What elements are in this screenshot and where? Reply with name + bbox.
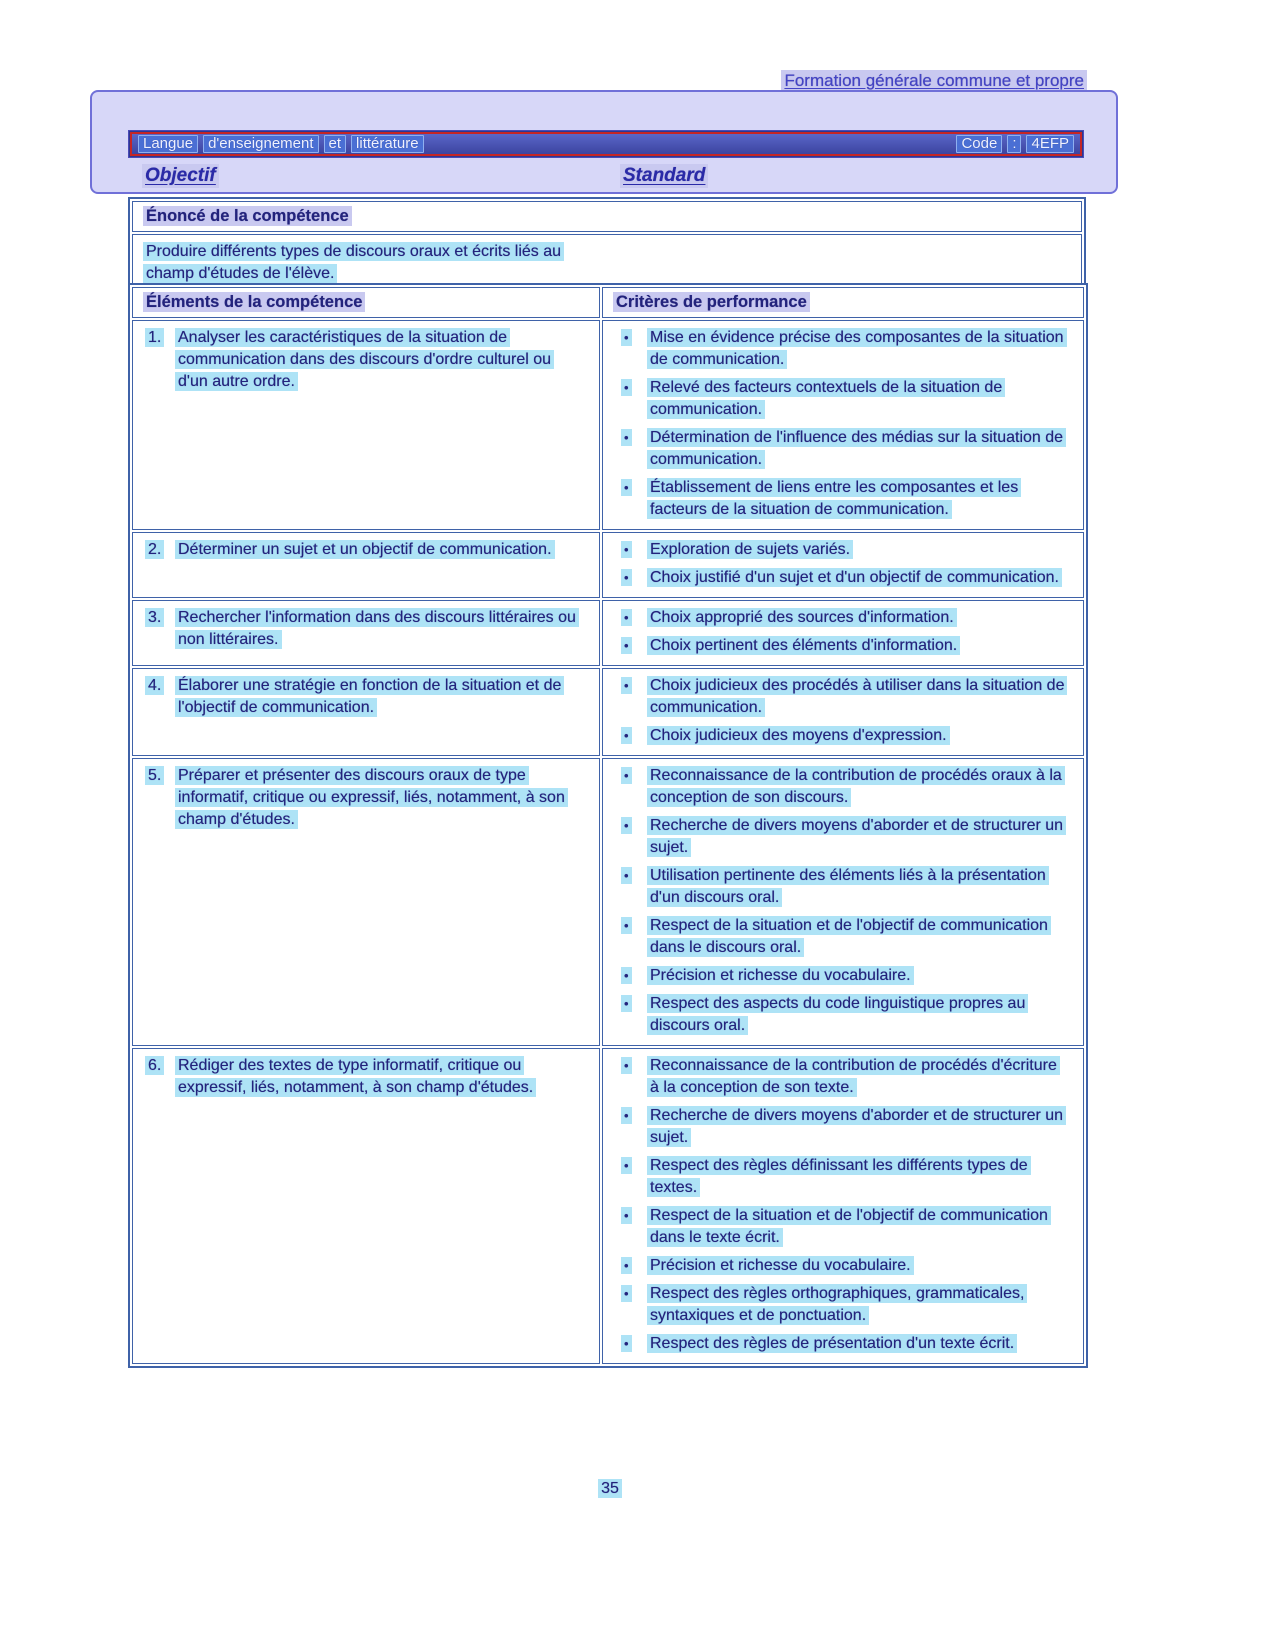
critere-item [621, 1333, 1069, 1355]
discipline-title [138, 135, 429, 153]
critere-text: Exploration de sujets variés. [647, 540, 853, 559]
critere-text: Respect des règles orthographiques, grammaticales, syntaxiques et de ponctuation. [647, 1284, 1027, 1325]
bullet-icon: • [621, 917, 632, 934]
critere-item [621, 965, 1069, 987]
criteres-header-cell [602, 287, 1084, 318]
critere-item [621, 607, 1069, 629]
bullet-icon: • [621, 867, 632, 884]
critere-item [621, 327, 1069, 371]
critere-text-wrap [647, 567, 1065, 589]
critere-item [621, 675, 1069, 719]
page-number [560, 1478, 660, 1500]
element-item [145, 1055, 587, 1099]
criteres-cell [602, 532, 1084, 598]
critere-item [621, 567, 1069, 589]
item-number: 5. [145, 766, 164, 785]
bullet-icon: • [621, 637, 632, 654]
bullet-wrap [621, 915, 647, 959]
critere-text: Choix judicieux des moyens d'expression. [647, 726, 950, 745]
critere-text-wrap [647, 915, 1065, 959]
bullet-wrap [621, 815, 647, 859]
bullet-wrap [621, 327, 647, 371]
critere-item [621, 635, 1069, 657]
competence-row [132, 758, 1084, 1046]
competence-row [132, 600, 1084, 666]
bar-word: : [1007, 135, 1021, 153]
element-item [145, 327, 587, 393]
criteres-cell [602, 1048, 1084, 1364]
bullet-icon: • [621, 967, 632, 984]
item-number: 4. [145, 676, 164, 695]
competence-rows [132, 320, 1084, 1364]
enonce-header-text: Énoncé de la compétence [143, 206, 352, 226]
element-text: Élaborer une stratégie en fonction de la situation et de l'objectif de communication. [175, 676, 564, 717]
enonce-header-cell [132, 201, 1082, 232]
competence-row [132, 1048, 1084, 1364]
bullet-wrap [621, 567, 647, 589]
item-number-wrap [145, 765, 175, 831]
critere-item [621, 915, 1069, 959]
element-text-wrap [175, 607, 583, 651]
enonce-text-wrap [143, 241, 608, 285]
course-code [951, 135, 1074, 153]
elements-header-cell [132, 287, 600, 318]
bullet-wrap [621, 477, 647, 521]
bullet-wrap [621, 675, 647, 719]
element-text-wrap [175, 765, 583, 831]
element-item [145, 765, 587, 831]
running-header [781, 70, 1087, 92]
bullet-wrap [621, 725, 647, 747]
bullet-icon: • [621, 429, 632, 446]
bullet-icon: • [621, 995, 632, 1012]
bullet-wrap [621, 1055, 647, 1099]
element-item [145, 539, 587, 561]
element-text-wrap [175, 539, 583, 561]
critere-text-wrap [647, 725, 1065, 747]
bullet-wrap [621, 1205, 647, 1249]
bullet-icon: • [621, 379, 632, 396]
bullet-wrap [621, 965, 647, 987]
page-number-text: 35 [598, 1479, 622, 1498]
standard-heading: Standard [620, 164, 708, 188]
bullet-wrap [621, 377, 647, 421]
bullet-wrap [621, 539, 647, 561]
element-text: Rédiger des textes de type informatif, critique ou expressif, liés, notamment, à son champ d'études. [175, 1056, 536, 1097]
critere-text: Respect des règles de présentation d'un texte écrit. [647, 1334, 1017, 1353]
critere-text: Respect de la situation et de l'objectif de communication dans le texte écrit. [647, 1206, 1051, 1247]
enonce-header-row [132, 201, 1082, 232]
element-item [145, 675, 587, 719]
critere-item [621, 765, 1069, 809]
element-cell [132, 758, 600, 1046]
criteres-header-text: Critères de performance [613, 292, 810, 312]
element-text: Analyser les caractéristiques de la situation de communication dans des discours d'ordre culturel ou d'un autre ordre. [175, 328, 554, 391]
bar-word: et [324, 135, 347, 153]
element-cell [132, 320, 600, 530]
critere-text: Mise en évidence précise des composantes de la situation de communication. [647, 328, 1067, 369]
item-number-wrap [145, 1055, 175, 1099]
title-banner [90, 90, 1118, 194]
critere-text: Choix justifié d'un sujet et d'un objectif de communication. [647, 568, 1062, 587]
element-cell [132, 532, 600, 598]
critere-text-wrap [647, 477, 1065, 521]
criteres-cell [602, 668, 1084, 756]
critere-text-wrap [647, 607, 1065, 629]
critere-item [621, 1255, 1069, 1277]
bullet-icon: • [621, 479, 632, 496]
critere-text: Recherche de divers moyens d'aborder et de structurer un sujet. [647, 816, 1066, 857]
element-cell [132, 600, 600, 666]
elements-header-text: Éléments de la compétence [143, 292, 365, 312]
critere-item [621, 427, 1069, 471]
competence-table-head [132, 287, 1084, 318]
critere-item [621, 477, 1069, 521]
critere-item [621, 865, 1069, 909]
bullet-icon: • [621, 1257, 632, 1274]
bullet-wrap [621, 765, 647, 809]
item-number: 6. [145, 1056, 164, 1075]
bar-word: Langue [138, 135, 198, 153]
critere-text: Choix approprié des sources d'information. [647, 608, 957, 627]
critere-item [621, 1283, 1069, 1327]
critere-text: Respect de la situation et de l'objectif de communication dans le discours oral. [647, 916, 1051, 957]
bullet-icon: • [621, 329, 632, 346]
critere-text: Respect des règles définissant les différents types de textes. [647, 1156, 1031, 1197]
critere-text-wrap [647, 1283, 1065, 1327]
item-number-wrap [145, 607, 175, 651]
critere-text-wrap [647, 965, 1065, 987]
bullet-wrap [621, 1105, 647, 1149]
competence-row [132, 320, 1084, 530]
critere-text: Recherche de divers moyens d'aborder et de structurer un sujet. [647, 1106, 1066, 1147]
bar-word: 4EFP [1026, 135, 1074, 153]
bullet-wrap [621, 427, 647, 471]
competence-row [132, 532, 1084, 598]
item-number-wrap [145, 675, 175, 719]
bullet-wrap [621, 1155, 647, 1199]
critere-item [621, 1205, 1069, 1249]
critere-item [621, 1105, 1069, 1149]
objectif-heading: Objectif [142, 164, 219, 188]
critere-text-wrap [647, 675, 1065, 719]
critere-item [621, 993, 1069, 1037]
bullet-wrap [621, 1333, 647, 1355]
criteres-cell [602, 320, 1084, 530]
critere-text-wrap [647, 1105, 1065, 1149]
item-number: 1. [145, 328, 164, 347]
critere-text-wrap [647, 327, 1065, 371]
criteres-cell [602, 758, 1084, 1046]
critere-text-wrap [647, 427, 1065, 471]
critere-text-wrap [647, 865, 1065, 909]
critere-item [621, 377, 1069, 421]
element-item [145, 607, 587, 651]
bullet-icon: • [621, 1057, 632, 1074]
bullet-icon: • [621, 609, 632, 626]
bar-word: d'enseignement [203, 135, 318, 153]
critere-text-wrap [647, 993, 1065, 1037]
competence-table-wrap [128, 283, 1088, 1368]
enonce-text: Produire différents types de discours oraux et écrits liés au champ d'études de l'élève. [143, 242, 564, 283]
critere-text: Détermination de l'influence des médias sur la situation de communication. [647, 428, 1066, 469]
critere-text-wrap [647, 1255, 1065, 1277]
bullet-icon: • [621, 677, 632, 694]
critere-text-wrap [647, 1333, 1065, 1355]
critere-text: Choix judicieux des procédés à utiliser dans la situation de communication. [647, 676, 1067, 717]
element-text-wrap [175, 327, 583, 393]
element-text: Déterminer un sujet et un objectif de communication. [175, 540, 555, 559]
critere-item [621, 725, 1069, 747]
bullet-wrap [621, 865, 647, 909]
item-number: 2. [145, 540, 164, 559]
critere-text: Utilisation pertinente des éléments liés à la présentation d'un discours oral. [647, 866, 1049, 907]
bullet-wrap [621, 1255, 647, 1277]
competence-table [128, 283, 1088, 1368]
critere-text-wrap [647, 635, 1065, 657]
bullet-icon: • [621, 1107, 632, 1124]
critere-text: Relevé des facteurs contextuels de la situation de communication. [647, 378, 1005, 419]
bullet-icon: • [621, 569, 632, 586]
bar-word: littérature [351, 135, 424, 153]
column-header-row [132, 287, 1084, 318]
critere-text-wrap [647, 815, 1065, 859]
criteres-cell [602, 600, 1084, 666]
critere-item [621, 539, 1069, 561]
bullet-wrap [621, 607, 647, 629]
bar-word: Code [956, 135, 1002, 153]
bullet-icon: • [621, 817, 632, 834]
critere-text-wrap [647, 1055, 1065, 1099]
critere-text: Choix pertinent des éléments d'information. [647, 636, 960, 655]
critere-text: Reconnaissance de la contribution de procédés oraux à la conception de son discours. [647, 766, 1065, 807]
bullet-wrap [621, 1283, 647, 1327]
bullet-icon: • [621, 1157, 632, 1174]
bullet-icon: • [621, 1207, 632, 1224]
critere-text-wrap [647, 539, 1065, 561]
critere-text: Reconnaissance de la contribution de procédés d'écriture à la conception de son texte. [647, 1056, 1060, 1097]
critere-item [621, 815, 1069, 859]
element-text-wrap [175, 1055, 583, 1099]
bullet-wrap [621, 993, 647, 1037]
critere-item [621, 1055, 1069, 1099]
bullet-icon: • [621, 1335, 632, 1352]
critere-text-wrap [647, 1155, 1065, 1199]
critere-text: Respect des aspects du code linguistique propres au discours oral. [647, 994, 1028, 1035]
element-text: Préparer et présenter des discours oraux de type informatif, critique ou expressif, liés, notamment, à son champ d'études. [175, 766, 568, 829]
element-cell [132, 1048, 600, 1364]
item-number: 3. [145, 608, 164, 627]
item-number-wrap [145, 539, 175, 561]
bullet-icon: • [621, 727, 632, 744]
running-header-text: Formation générale commune et propre [781, 70, 1087, 91]
critere-text-wrap [647, 765, 1065, 809]
critere-text: Établissement de liens entre les composantes et les facteurs de la situation de communication. [647, 478, 1021, 519]
element-text-wrap [175, 675, 583, 719]
bullet-wrap [621, 635, 647, 657]
item-number-wrap [145, 327, 175, 393]
critere-item [621, 1155, 1069, 1199]
discipline-bar [128, 130, 1084, 158]
critere-text-wrap [647, 1205, 1065, 1249]
critere-text: Précision et richesse du vocabulaire. [647, 1256, 914, 1275]
bullet-icon: • [621, 541, 632, 558]
element-cell [132, 668, 600, 756]
critere-text: Précision et richesse du vocabulaire. [647, 966, 914, 985]
element-text: Rechercher l'information dans des discours littéraires ou non littéraires. [175, 608, 579, 649]
bullet-icon: • [621, 1285, 632, 1302]
critere-text-wrap [647, 377, 1065, 421]
discipline-bar-inner [130, 132, 1082, 156]
bullet-icon: • [621, 767, 632, 784]
competence-row [132, 668, 1084, 756]
